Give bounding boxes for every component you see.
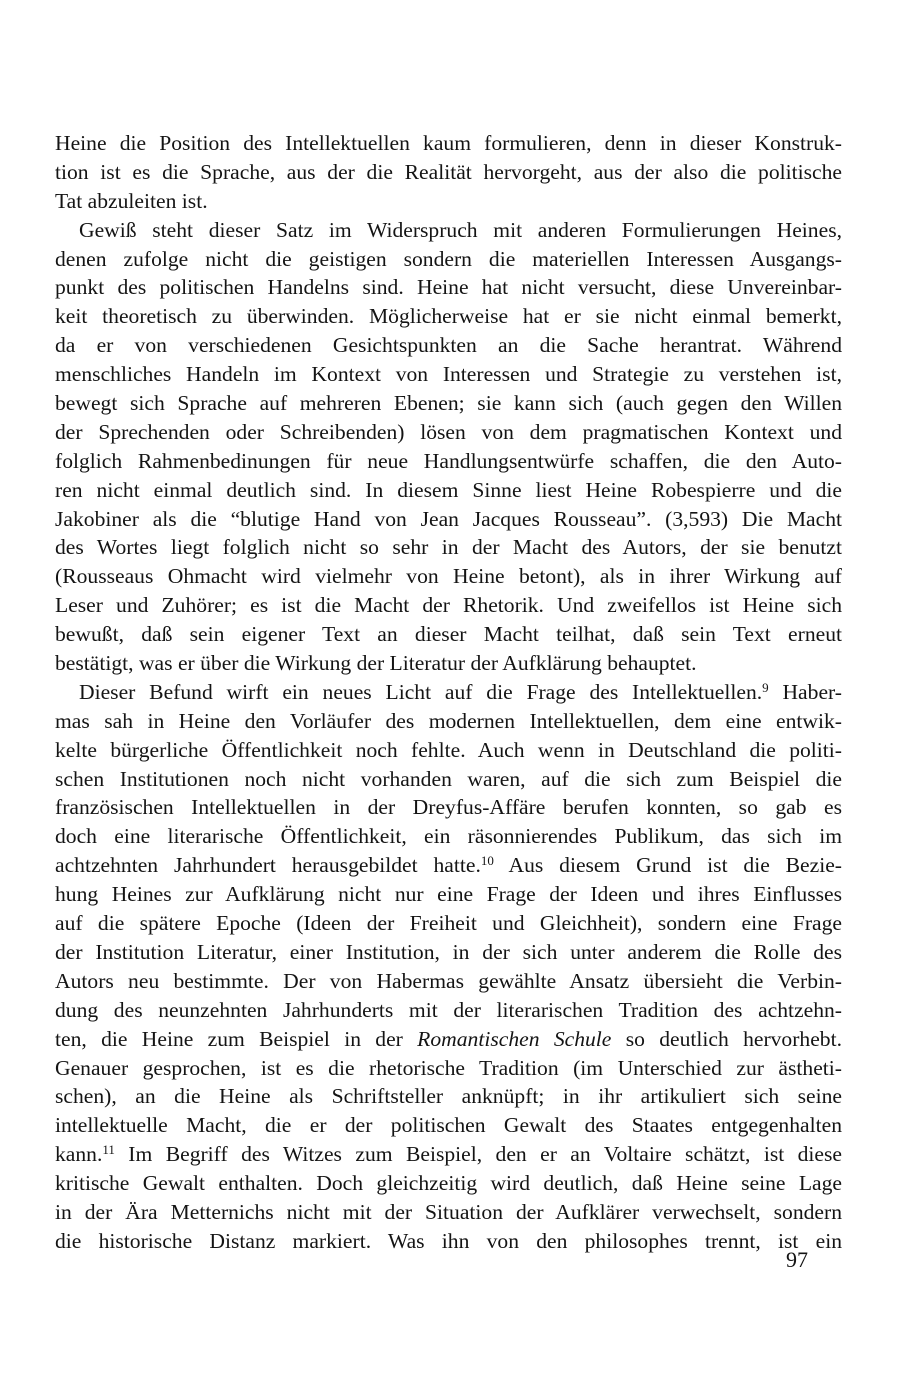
text-line: menschliches Handeln im Kontext von Interessen und Strategie zu verstehen ist, xyxy=(55,362,842,387)
text-line: schen Institutionen noch nicht vorhanden waren, auf die sich zum Beispiel die xyxy=(55,766,842,791)
footnote-marker: 10 xyxy=(480,853,494,869)
text-run: kann. xyxy=(55,1142,103,1167)
text-line: bewegt sich Sprache auf mehreren Ebenen; sie kann sich (auch gegen den Willen xyxy=(55,391,842,416)
text-line: Tat abzuleiten ist. xyxy=(55,188,208,213)
text-run: Dieser Befund wirft ein neues Licht auf die Frage des Intellektuellen. xyxy=(79,679,763,704)
text-line: schen), an die Heine als Schriftsteller anknüpft; in ihr artikuliert sich seine xyxy=(55,1084,842,1109)
text-line: Gewiß steht dieser Satz im Widerspruch mit anderen Formulierungen Heines, xyxy=(79,217,842,242)
text-line: der Sprechenden oder Schreibenden) lösen von dem pragmatischen Kontext und xyxy=(55,419,842,444)
text-line: des Wortes liegt folglich nicht so sehr in der Macht des Autors, der sie benutzt xyxy=(55,535,842,560)
book-title: Romantischen Schule xyxy=(417,1026,612,1051)
text-line: Genauer gesprochen, ist es die rhetorische Tradition (im Unterschied zur ästheti- xyxy=(55,1055,842,1080)
text-run: ten, die Heine zum Beispiel in der xyxy=(55,1026,418,1051)
text-run: Aus diesem Grund ist die Bezie- xyxy=(493,853,842,878)
text-line: da er von verschiedenen Gesichtspunkten an die Sache herantrat. Während xyxy=(55,333,842,358)
paragraph-3 xyxy=(55,678,842,1256)
text-line: Autors neu bestimmte. Der von Habermas gewählte Ansatz übersieht die Verbin- xyxy=(55,968,842,993)
paragraph-2 xyxy=(55,216,842,678)
text-line: mas sah in Heine den Vorläufer des modernen Intellektuellen, dem eine entwik- xyxy=(55,708,842,733)
text-line xyxy=(55,1140,842,1169)
text-line: in der Ära Metternichs nicht mit der Situation der Aufklärer verwechselt, sondern xyxy=(55,1199,842,1224)
text-line: bestätigt, was er über die Wirkung der Literatur der Aufklärung behauptet. xyxy=(55,651,697,676)
text-run: Im Begriff des Witzes zum Beispiel, den er an Voltaire schätzt, ist diese xyxy=(114,1142,842,1167)
footnote-marker: 11 xyxy=(102,1142,115,1158)
text-run: achtzehnten Jahrhundert herausgebildet hatte. xyxy=(55,853,481,878)
text-line xyxy=(55,851,842,880)
text-line: auf die spätere Epoche (Ideen der Freiheit und Gleichheit), sondern eine Frage xyxy=(55,911,842,936)
paragraph-1 xyxy=(55,129,842,216)
text-line xyxy=(55,1025,842,1054)
text-line: der Institution Literatur, einer Institution, in der sich unter anderem die Rolle des xyxy=(55,939,842,964)
text-line: Jakobiner als die “blutige Hand von Jean Jacques Rousseau”. (3,593) Die Macht xyxy=(55,506,842,531)
text-line xyxy=(55,678,842,707)
text-line: denen zufolge nicht die geistigen sondern die materiellen Interessen Ausgangs- xyxy=(55,246,842,271)
text-line: dung des neunzehnten Jahrhunderts mit der literarischen Tradition des achtzehn- xyxy=(55,997,842,1022)
text-line: kelte bürgerliche Öffentlichkeit noch fehlte. Auch wenn in Deutschland die politi- xyxy=(55,737,842,762)
text-line: tion ist es die Sprache, aus der die Realität hervorgeht, aus der also die politische xyxy=(55,159,842,184)
text-line: doch eine literarische Öffentlichkeit, ein räsonnierendes Publikum, das sich im xyxy=(55,824,842,849)
text-line: Leser und Zuhörer; es ist die Macht der Rhetorik. Und zweifellos ist Heine sich xyxy=(55,593,842,618)
text-run: so deutlich hervorhebt. xyxy=(611,1026,842,1051)
text-line: französischen Intellektuellen in der Dreyfus-Affäre berufen konnten, so gab es xyxy=(55,795,842,820)
text-line: bewußt, daß sein eigener Text an dieser Macht teilhat, daß sein Text erneut xyxy=(55,622,842,647)
page-number: 97 xyxy=(786,1247,808,1272)
text-line: kritische Gewalt enthalten. Doch gleichzeitig wird deutlich, daß Heine seine Lage xyxy=(55,1171,842,1196)
body-text xyxy=(55,129,842,1256)
text-line: punkt des politischen Handelns sind. Heine hat nicht versucht, diese Unvereinbar- xyxy=(55,275,842,300)
footnote-marker: 9 xyxy=(762,679,769,695)
text-line: folglich Rahmenbedinungen für neue Handlungsentwürfe schaffen, die den Auto- xyxy=(55,448,842,473)
text-line: ren nicht einmal deutlich sind. In diesem Sinne liest Heine Robespierre und die xyxy=(55,477,842,502)
text-line: hung Heines zur Aufklärung nicht nur eine Frage der Ideen und ihres Einflusses xyxy=(55,882,842,907)
text-line: (Rousseaus Ohmacht wird vielmehr von Heine betont), als in ihrer Wirkung auf xyxy=(55,564,842,589)
text-line: intellektuelle Macht, die er der politischen Gewalt des Staates entgegenhalten xyxy=(55,1113,842,1138)
text-line: Heine die Position des Intellektuellen kaum formulieren, denn in dieser Konstruk- xyxy=(55,131,842,155)
text-line: die historische Distanz markiert. Was ihn von den philosophes trennt, ist ein xyxy=(55,1228,842,1253)
text-run: Haber- xyxy=(768,679,842,704)
text-line: keit theoretisch zu überwinden. Möglicherweise hat er sie nicht einmal bemerkt, xyxy=(55,304,842,329)
